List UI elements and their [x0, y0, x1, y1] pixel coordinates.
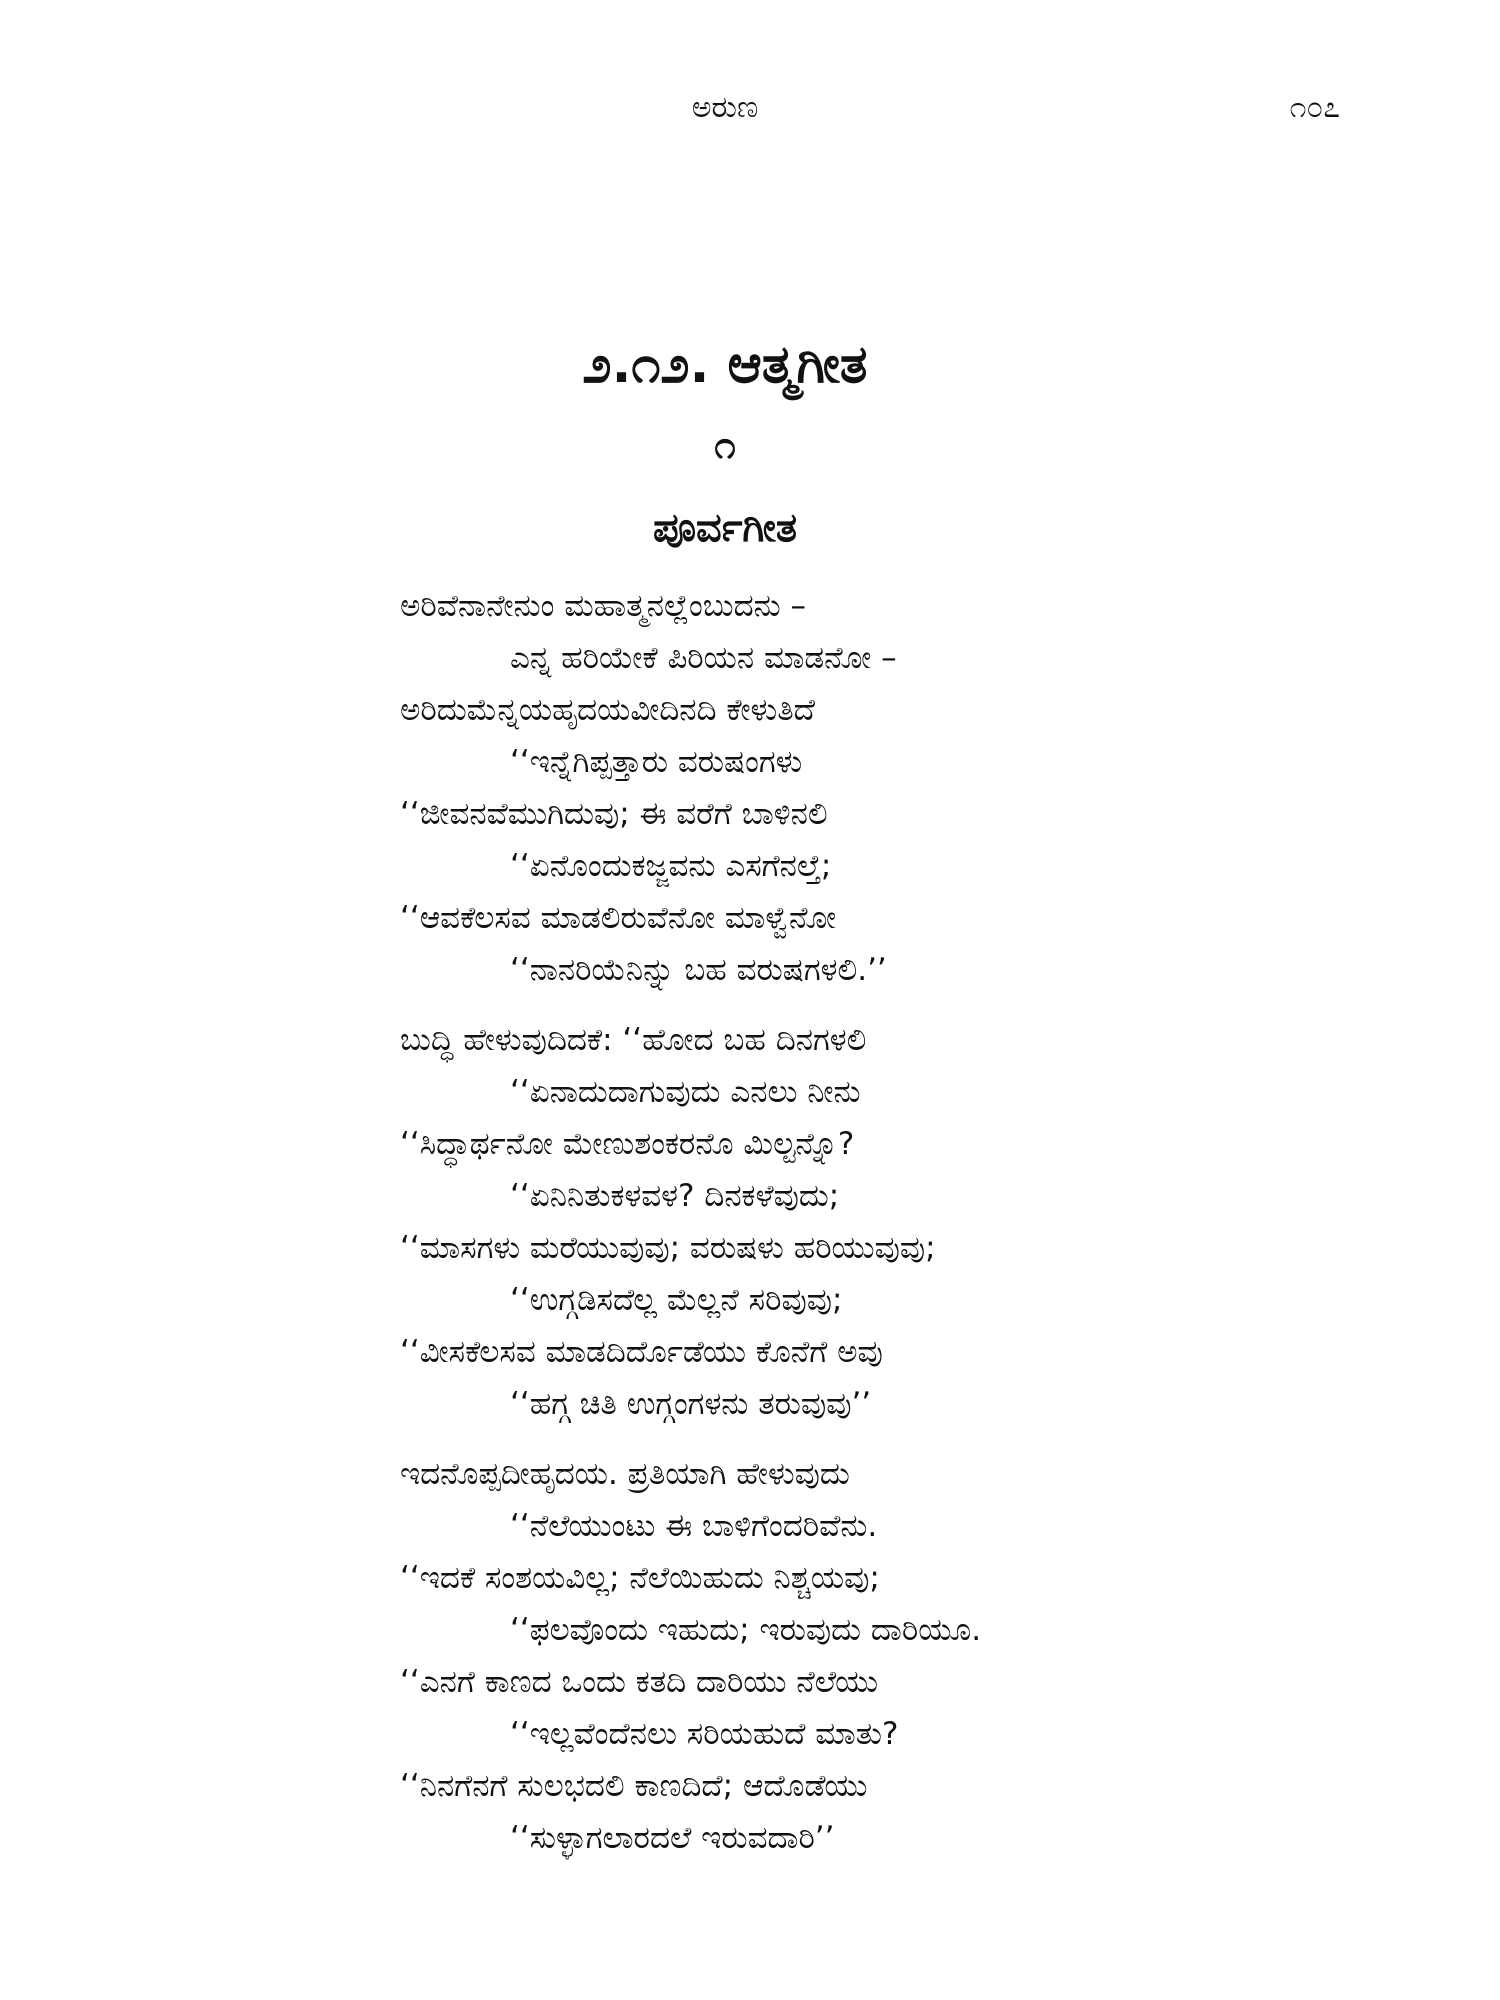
poem-line: ‘‘ಎನಗೆ ಕಾಣದ ಒಂದು ಕತದಿ ದಾರಿಯು ನೆಲೆಯು	[400, 1664, 879, 1700]
stanza	[0, 580, 1500, 996]
poem-line: ‘‘ಸುಳ್ಳಾಗಲಾರದಲೆ ಇರುವದಾರಿ’’	[510, 1820, 835, 1856]
poem-line: ‘‘ಏನಿನಿತುಕಳವಳ? ದಿನಕಳೆವುದು;	[510, 1178, 840, 1214]
poem-line: ‘‘ವೀಸಕೆಲಸವ ಮಾಡದಿರ್ದೊಡೆಯು ಕೊನೆಗೆ ಅವು	[400, 1334, 883, 1370]
poem-line: ‘‘ಜೀವನವೆಮುಗಿದುವು; ಈ ವರೆಗೆ ಬಾಳಿನಲಿ	[400, 796, 828, 832]
chapter-title: ೨.೧೨. ಆತ್ಮಗೀತ	[582, 335, 868, 395]
section-title: ಪೂರ್ವಗೀತ	[652, 505, 798, 551]
running-title: ಅರುಣ	[691, 90, 759, 125]
poem-line: ‘‘ನಿನಗೆನಗೆ ಸುಲಭದಲಿ ಕಾಣದಿದೆ; ಆದೊಡೆಯು	[400, 1768, 868, 1804]
poem-line: ಬುದ್ಧಿ ಹೇಳುವುದಿದಕೆ: ‘‘ಹೋದ ಬಹ ದಿನಗಳಲಿ	[400, 1022, 867, 1058]
poem-line: ಅರಿದುಮೆನ್ನಯಹೃದಯವೀದಿನದಿ ಕೇಳುತಿದೆ	[400, 692, 815, 728]
poem-line: ‘‘ನೆಲೆಯುಂಟು ಈ ಬಾಳಿಗೆಂದರಿವೆನು.	[510, 1508, 878, 1544]
poem-line: ‘‘ಫಲವೊಂದು ಇಹುದು; ಇರುವುದು ದಾರಿಯೂ.	[510, 1612, 982, 1648]
poem-line: ‘‘ಏನೊಂದುಕಜ್ಜವನು ಎಸಗೆನಲ್ತೆ;	[510, 848, 832, 884]
poem-line: ‘‘ಉಗ್ಗಡಿಸದೆಲ್ಲ ಮೆಲ್ಲನೆ ಸರಿವುವು;	[510, 1282, 843, 1318]
poem-line: ಅರಿವೆನಾನೇನುಂ ಮಹಾತ್ಮನಲ್ಲೆಂಬುದನು –	[400, 588, 807, 624]
poem-line: ‘‘ಇದಕೆ ಸಂಶಯವಿಲ್ಲ; ನೆಲೆಯಿಹುದು ನಿಶ್ಚಯವು;	[400, 1560, 880, 1596]
poem-line: ‘‘ಮಾಸಗಳು ಮರೆಯುವುವು; ವರುಷಳು ಹರಿಯುವುವು;	[400, 1230, 936, 1266]
poem-line: ‘‘ನಾನರಿಯೆನಿನ್ನು ಬಹ ವರುಷಗಳಲಿ.’’	[510, 952, 887, 988]
stanza	[0, 1448, 1500, 1864]
poem-line: ಎನ್ನ ಹರಿಯೇಕೆ ಪಿರಿಯನ ಮಾಡನೋ –	[510, 640, 897, 676]
running-header	[0, 88, 1500, 128]
poem-body	[0, 580, 1500, 1882]
poem-line: ‘‘ಸಿದ್ಧಾರ್ಥನೋ ಮೇಣುಶಂಕರನೊ ಮಿಲ್ಟನ್ನೊ?	[400, 1126, 855, 1162]
section-number: ೧	[714, 423, 736, 467]
page-number: ೧೦೭	[1289, 90, 1340, 125]
poem-line: ‘‘ಹಗ್ಗ ಚಿತಿ ಉಗ್ಗಂಗಳನು ತರುವುವು’’	[510, 1386, 872, 1422]
stanza	[0, 1014, 1500, 1430]
poem-line: ‘‘ಇಲ್ಲವೆಂದೆನಲು ಸರಿಯಹುದೆ ಮಾತು?	[510, 1716, 899, 1752]
poem-line: ಇದನೊಪ್ಪದೀಹೃದಯ. ಪ್ರತಿಯಾಗಿ ಹೇಳುವುದು	[400, 1456, 850, 1492]
poem-line: ‘‘ಇನ್ನೆಗಿಪ್ಪತ್ತಾರು ವರುಷಂಗಳು	[510, 744, 803, 780]
poem-line: ‘‘ಆವಕೆಲಸವ ಮಾಡಲಿರುವೆನೋ ಮಾಳ್ವೆನೋ	[400, 900, 837, 936]
poem-line: ‘‘ಏನಾದುದಾಗುವುದು ಎನಲು ನೀನು	[510, 1074, 861, 1110]
